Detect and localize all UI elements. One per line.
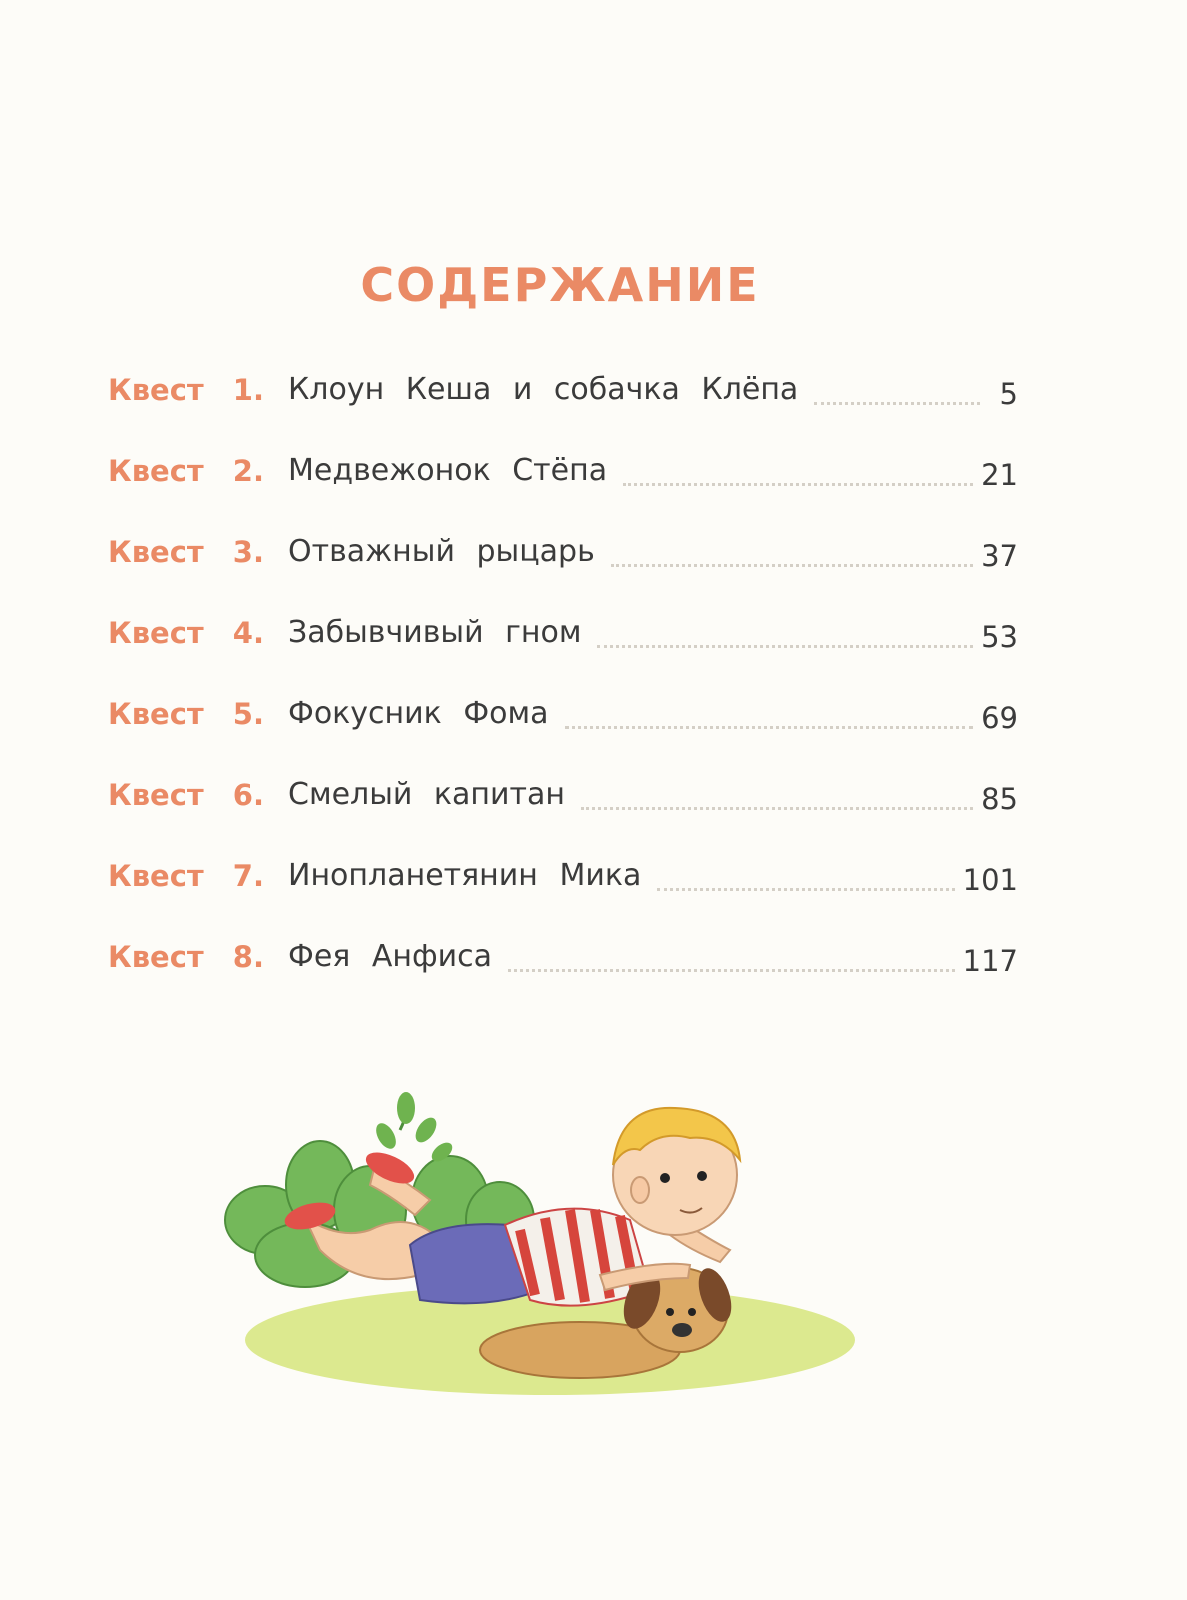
quest-title: Забывчивый гном [288,615,582,650]
page-number: 53 [981,620,1018,654]
quest-title: Фокусник Фома [288,696,549,731]
quest-title: Смелый капитан [288,777,566,812]
dot-leader [508,968,955,972]
toc-entry-6[interactable] [108,753,1018,834]
quest-label: Квест [108,616,204,650]
page-number: 117 [962,944,1018,978]
quest-number: 6. [232,778,264,812]
quest-number: 5. [232,697,264,731]
toc-entry-3[interactable] [108,510,1018,591]
quest-number: 7. [232,859,264,893]
quest-number: 2. [232,454,264,488]
page-number: 69 [981,701,1018,735]
page-number: 101 [962,863,1018,897]
quest-number: 8. [232,940,264,974]
boy-with-dog-illustration [210,1090,910,1410]
quest-label: Квест [108,940,204,974]
dot-leader [814,401,980,405]
toc-entry-8[interactable] [108,915,1018,996]
toc-entry-1[interactable] [108,348,1018,429]
quest-label: Квест [108,454,204,488]
quest-title: Отважный рыцарь [288,534,595,569]
page-number: 37 [981,539,1018,573]
quest-label: Квест [108,859,204,893]
dot-leader [611,563,973,567]
dot-leader [657,887,954,891]
dot-leader [581,806,973,810]
dot-leader [565,725,974,729]
quest-label: Квест [108,373,204,407]
quest-label: Квест [108,535,204,569]
boy-head [613,1108,740,1235]
dot-leader [597,644,973,648]
quest-number: 4. [232,616,264,650]
toc-entry-4[interactable] [108,591,1018,672]
table-of-contents [108,348,1018,996]
page-title: СОДЕРЖАНИЕ [360,258,760,312]
page-number: 85 [981,782,1018,816]
quest-title: Инопланетянин Мика [288,858,642,893]
toc-entry-2[interactable] [108,429,1018,510]
toc-entry-5[interactable] [108,672,1018,753]
quest-number: 3. [232,535,264,569]
quest-label: Квест [108,697,204,731]
quest-title: Медвежонок Стёпа [288,453,608,488]
quest-label: Квест [108,778,204,812]
page-number: 21 [981,458,1018,492]
dot-leader [623,482,973,486]
page-number: 5 [999,377,1018,411]
quest-title: Клоун Кеша и собачка Клёпа [288,372,799,407]
quest-title: Фея Анфиса [288,939,493,974]
toc-entry-7[interactable] [108,834,1018,915]
quest-number: 1. [232,373,264,407]
